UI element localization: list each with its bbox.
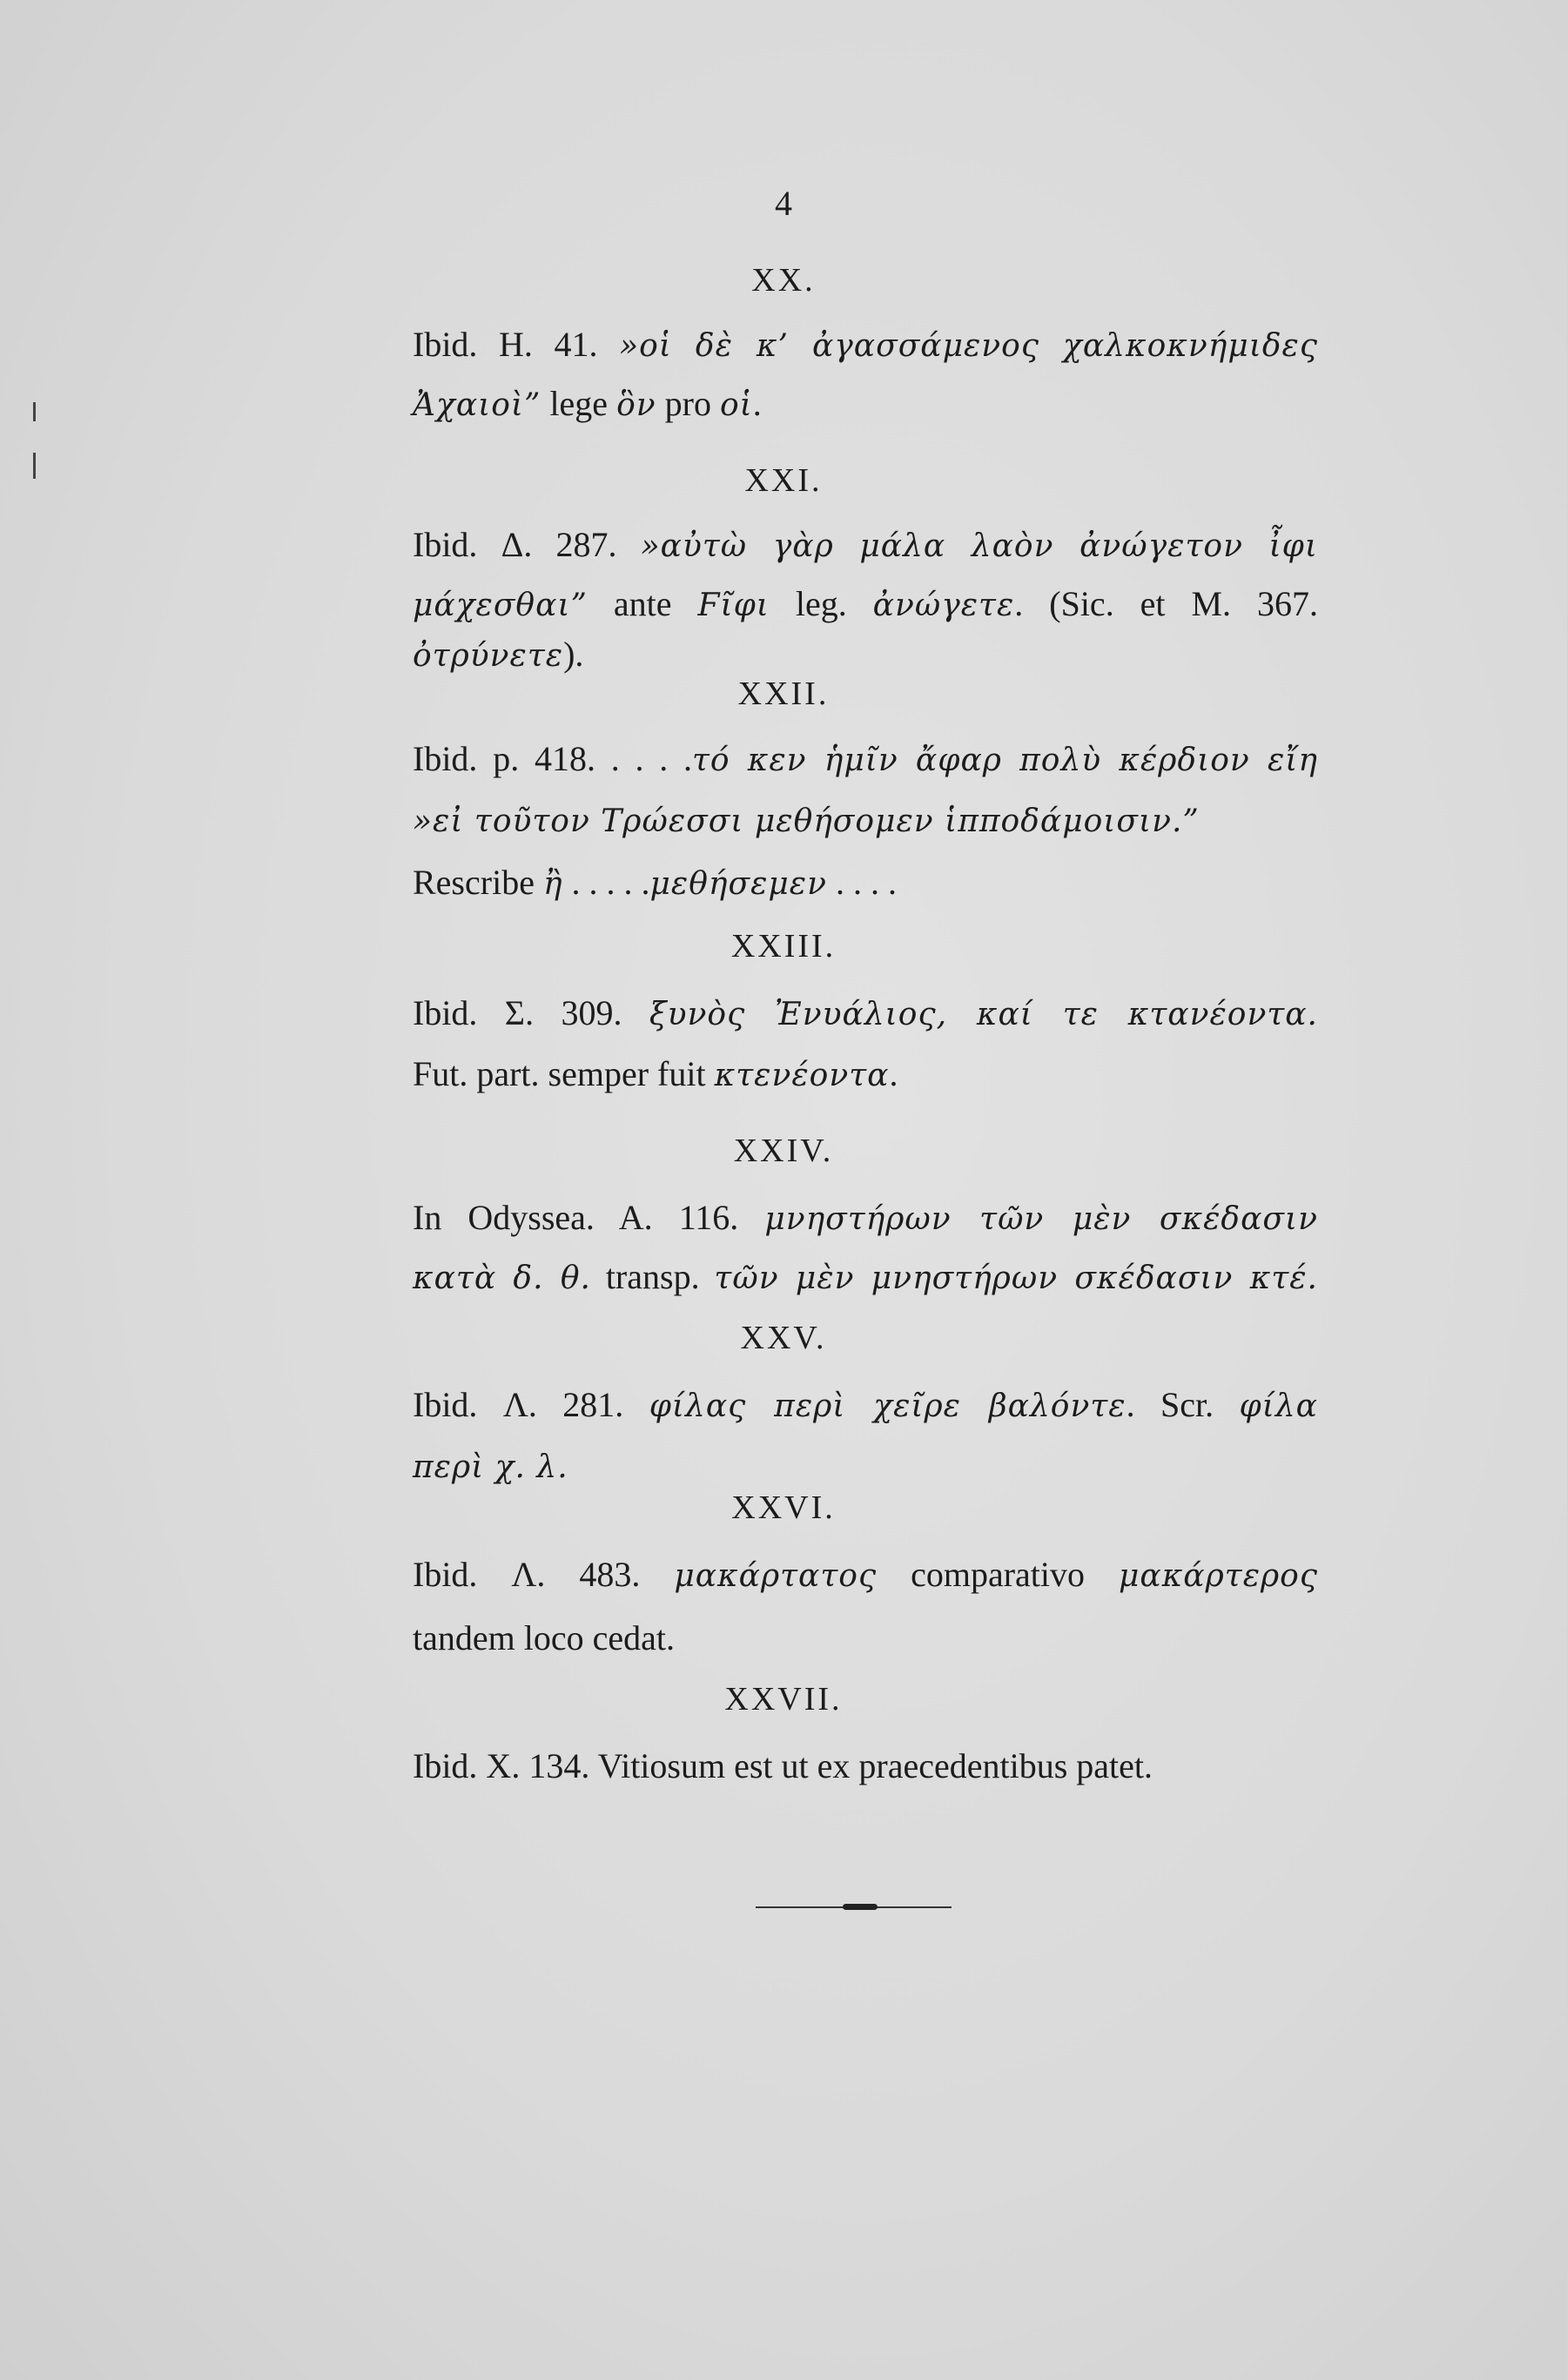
text-line (413, 738, 1318, 782)
text-line (413, 1445, 1318, 1489)
text-line (413, 862, 1318, 905)
greek-text: »αὐτὼ γὰρ μάλα λαὸν ἀνώγετον ἶφι (640, 528, 1319, 564)
greek-text: ὃν (616, 387, 656, 423)
text-line (413, 634, 1318, 677)
greek-text: μεθήσεμεν (649, 866, 827, 902)
text-line (413, 324, 1318, 367)
latin-text: Ibid. Σ. 309. (413, 993, 649, 1032)
latin-text: . (752, 384, 762, 423)
latin-text: . (Sic. et M. 367. (1014, 584, 1318, 623)
greek-text: κατὰ δ. θ. (413, 1261, 591, 1296)
latin-text: Ibid. Λ. 483. (413, 1555, 675, 1594)
latin-text: Ibid. H. 41. (413, 325, 620, 364)
latin-text: Ibid. p. 418. . . . . (413, 739, 692, 778)
greek-text: ξυνὸς Ἐνυάλιος, καί τε κτανέοντα. (649, 997, 1318, 1032)
text-line (413, 1745, 1318, 1787)
text-line (413, 1197, 1318, 1240)
closing-rule-ornament (843, 1904, 878, 1910)
latin-text: Ibid. Λ. 281. (413, 1385, 649, 1424)
section-heading: XXII. (737, 676, 830, 712)
text-line (413, 1554, 1318, 1597)
greek-text: κτενέοντα (714, 1058, 890, 1093)
greek-text: τό κεν ἡμῖν ἄφαρ πολὺ κέρδιον εἴη (691, 743, 1318, 778)
greek-text: Ϝῖφι (697, 588, 770, 623)
latin-text: . (889, 1054, 898, 1093)
greek-text: ἢ (542, 866, 563, 902)
latin-text: lege (541, 384, 617, 423)
text-line (413, 1256, 1318, 1300)
text-line (413, 583, 1318, 627)
greek-text: Ἀχαιοὶ” (413, 387, 541, 423)
greek-text: φίλα (1239, 1388, 1318, 1424)
section-heading: XXVI. (731, 1489, 836, 1526)
text-line (413, 383, 1318, 427)
section-heading: XXVII. (724, 1681, 843, 1718)
greek-text: »οἱ δὲ κ’ ἀγασσάμενος χαλκοκνήμιδες (619, 328, 1318, 364)
greek-text: οἱ (719, 387, 753, 423)
latin-text: transp. (590, 1257, 715, 1296)
section-heading: XXV. (740, 1320, 827, 1356)
latin-text: comparativo (877, 1555, 1119, 1594)
greek-text: μνηστήρων τῶν μὲν σκέδασιν (764, 1201, 1318, 1237)
greek-text: περὶ χ. λ. (413, 1449, 568, 1485)
greek-text: »εἰ τοῦτον Τρώεσσι μεθήσομεν ἱπποδάμοισιν.” (413, 803, 1200, 839)
greek-text: τῶν μὲν μνηστήρων σκέδασιν κτέ. (714, 1261, 1318, 1296)
section-heading: XX. (751, 262, 816, 299)
margin-mark (33, 402, 36, 421)
latin-text: Rescribe (413, 863, 543, 902)
latin-text: pro (656, 384, 720, 423)
section-heading: XXIV. (733, 1133, 834, 1169)
greek-text: μακάρτατος (674, 1558, 878, 1594)
text-line (413, 1053, 1318, 1097)
greek-text: μακάρτερος (1118, 1558, 1319, 1594)
latin-text: ante (587, 584, 698, 623)
text-line (413, 799, 1318, 843)
section-heading: XXIII. (730, 928, 837, 965)
greek-text: φίλας περὶ χεῖρε βαλόντε (649, 1388, 1126, 1424)
page-number: 4 (775, 184, 792, 223)
text-line (413, 1384, 1318, 1428)
latin-text: . Scr. (1126, 1385, 1240, 1424)
latin-text: . . . . (826, 863, 897, 902)
latin-text: Fut. part. semper fuit (413, 1054, 715, 1093)
latin-text: ). (563, 635, 584, 674)
section-heading: XXI. (744, 462, 823, 499)
latin-text: . . . . . (562, 863, 650, 902)
latin-text: leg. (769, 584, 873, 623)
greek-text: μάχεσθαι” (413, 588, 588, 623)
latin-text: In Odyssea. A. 116. (413, 1198, 765, 1237)
greek-text: ὀτρύνετε (413, 638, 564, 674)
latin-text: Ibid. X. 134. Vitiosum est ut ex praecedentibus patet. (413, 1746, 1153, 1785)
text-line (413, 992, 1318, 1036)
latin-text: Ibid. Δ. 287. (413, 525, 641, 564)
text-line (413, 1617, 1318, 1659)
text-line (413, 524, 1318, 568)
latin-text: tandem loco cedat. (413, 1618, 675, 1657)
greek-text: ἀνώγετε (872, 588, 1015, 623)
